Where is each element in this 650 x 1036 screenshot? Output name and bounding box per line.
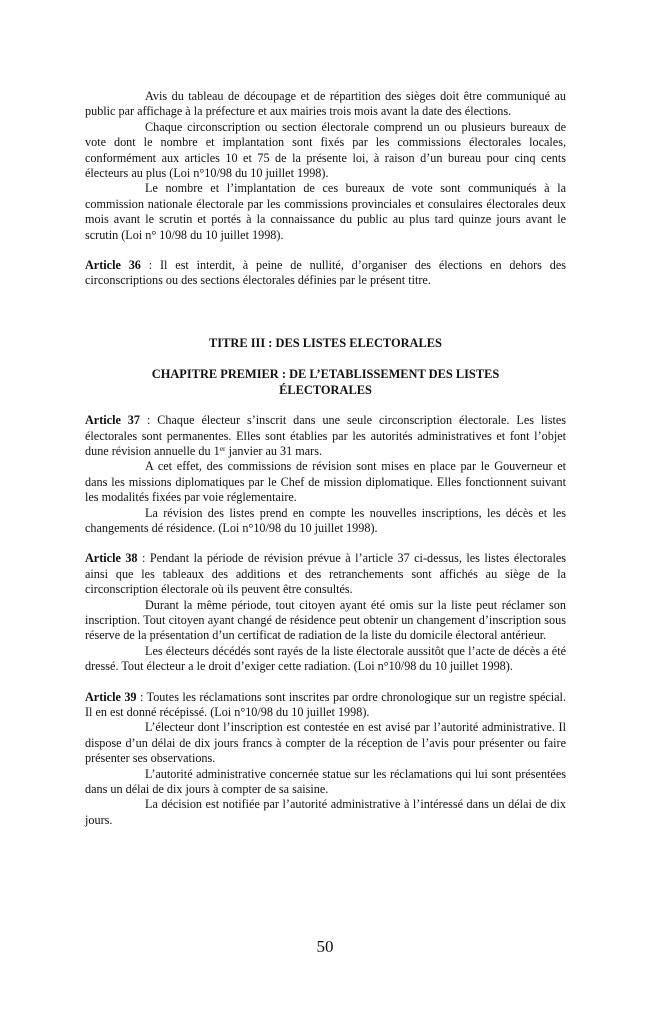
article-38-label: Article 38 bbox=[85, 551, 138, 566]
titre-heading: TITRE III : DES LISTES ELECTORALES bbox=[209, 335, 442, 350]
article-39-text: : Toutes les réclamations sont inscrites par ordre chronologique sur un registre spécial. Il en est donné récépissé. (Loi n°10/98 du 10 juillet 1998). bbox=[85, 689, 566, 719]
article-37-text-end: janvier au 31 mars. bbox=[225, 443, 322, 458]
paragraph: Durant la même période, tout citoyen ayant été omis sur la liste peut réclamer son inscription. Tout citoyen ayant changé de résidence peut obtenir un changement d’inscription sous réserve de la présentation d’un certificat de radiation de la liste du domicile électoral antérieur. bbox=[85, 597, 566, 643]
article-36-label: Article 36 bbox=[85, 258, 141, 273]
paragraph: Les électeurs décédés sont rayés de la liste électorale aussitôt que l’acte de décès a été dressé. Tout électeur a le droit d’exiger cette radiation. (Loi n°10/98 du 10 juillet 1998). bbox=[85, 643, 566, 674]
article-37-label: Article 37 bbox=[85, 413, 140, 428]
paragraph: A cet effet, des commissions de révision sont mises en place par le Gouverneur et dans les missions diplomatiques par le Chef de mission diplomatique. Elles fonctionnent suivant les modalités fixées par voie réglementaire. bbox=[85, 459, 566, 505]
article-38-text: : Pendant la période de révision prévue à l’article 37 ci-dessus, les listes électorales ainsi que les tableaux des additions et des retranchements sont affichés au siège de la circonscription électorale où ils peuvent être consultés. bbox=[85, 551, 566, 597]
paragraph: Le nombre et l’implantation de ces bureaux de vote sont communiqués à la commission nationale électorale par les commissions provinciales et consulaires électorales deux mois avant le scrutin et portés à la connaissance du public au plus tard quinze jours avant le scrutin (Loi n° 10/98 du 10 juillet 1998). bbox=[85, 181, 566, 242]
paragraph: La révision des listes prend en compte les nouvelles inscriptions, les décès et les changements dé résidence. (Loi n°10/98 du 10 juillet 1998). bbox=[85, 505, 566, 535]
article-37 bbox=[85, 413, 566, 459]
paragraph: La décision est notifiée par l’autorité administrative à l’intéressé dans un délai de dix jours. bbox=[85, 797, 566, 827]
article-39-label: Article 39 bbox=[85, 689, 137, 704]
article-38 bbox=[85, 551, 566, 597]
article-39 bbox=[85, 690, 566, 721]
article-37-sup: er bbox=[219, 443, 226, 453]
page-body bbox=[85, 89, 566, 828]
chapitre-heading: CHAPITRE PREMIER : DE L’ETABLISSEMENT DES LISTES ÉLECTORALES bbox=[151, 367, 500, 397]
paragraph: L’autorité administrative concernée statue sur les réclamations qui lui sont présentées dans un délai de dix jours à compter de sa saisine. bbox=[85, 766, 566, 797]
article-36 bbox=[85, 258, 566, 289]
page-number: 50 bbox=[316, 937, 334, 956]
paragraph: L’électeur dont l’inscription est contestée en est avisé par l’autorité administrative. Il dispose d’un délai de dix jours francs à compter de la réception de l’avis pour présenter ou faire présenter ses observations. bbox=[85, 720, 566, 766]
article-37-text: : Chaque électeur s’inscrit dans une seule circonscription électorale. Les listes électorales sont permanentes. Elles sont établies par les autorités administratives et font l’objet dune révision annuelle du 1 bbox=[85, 413, 566, 458]
article-36-text: : Il est interdit, à peine de nullité, d’organiser des élections en dehors des circonscriptions ou des sections électorales définies par le présent titre. bbox=[85, 258, 566, 288]
paragraph: Avis du tableau de découpage et de répartition des sièges doit être communiqué au public par affichage à la préfecture et aux mairies trois mois avant la date des élections. bbox=[85, 89, 566, 119]
paragraph: Chaque circonscription ou section électorale comprend un ou plusieurs bureaux de vote dont le nombre et implantation sont fixés par les commissions électorales locales, conformément aux articles 10 et 75 de la présente loi, à raison d’un bureau pour cinq cents électeurs au plus (Loi n°10/98 du 10 juillet 1998). bbox=[85, 119, 566, 181]
